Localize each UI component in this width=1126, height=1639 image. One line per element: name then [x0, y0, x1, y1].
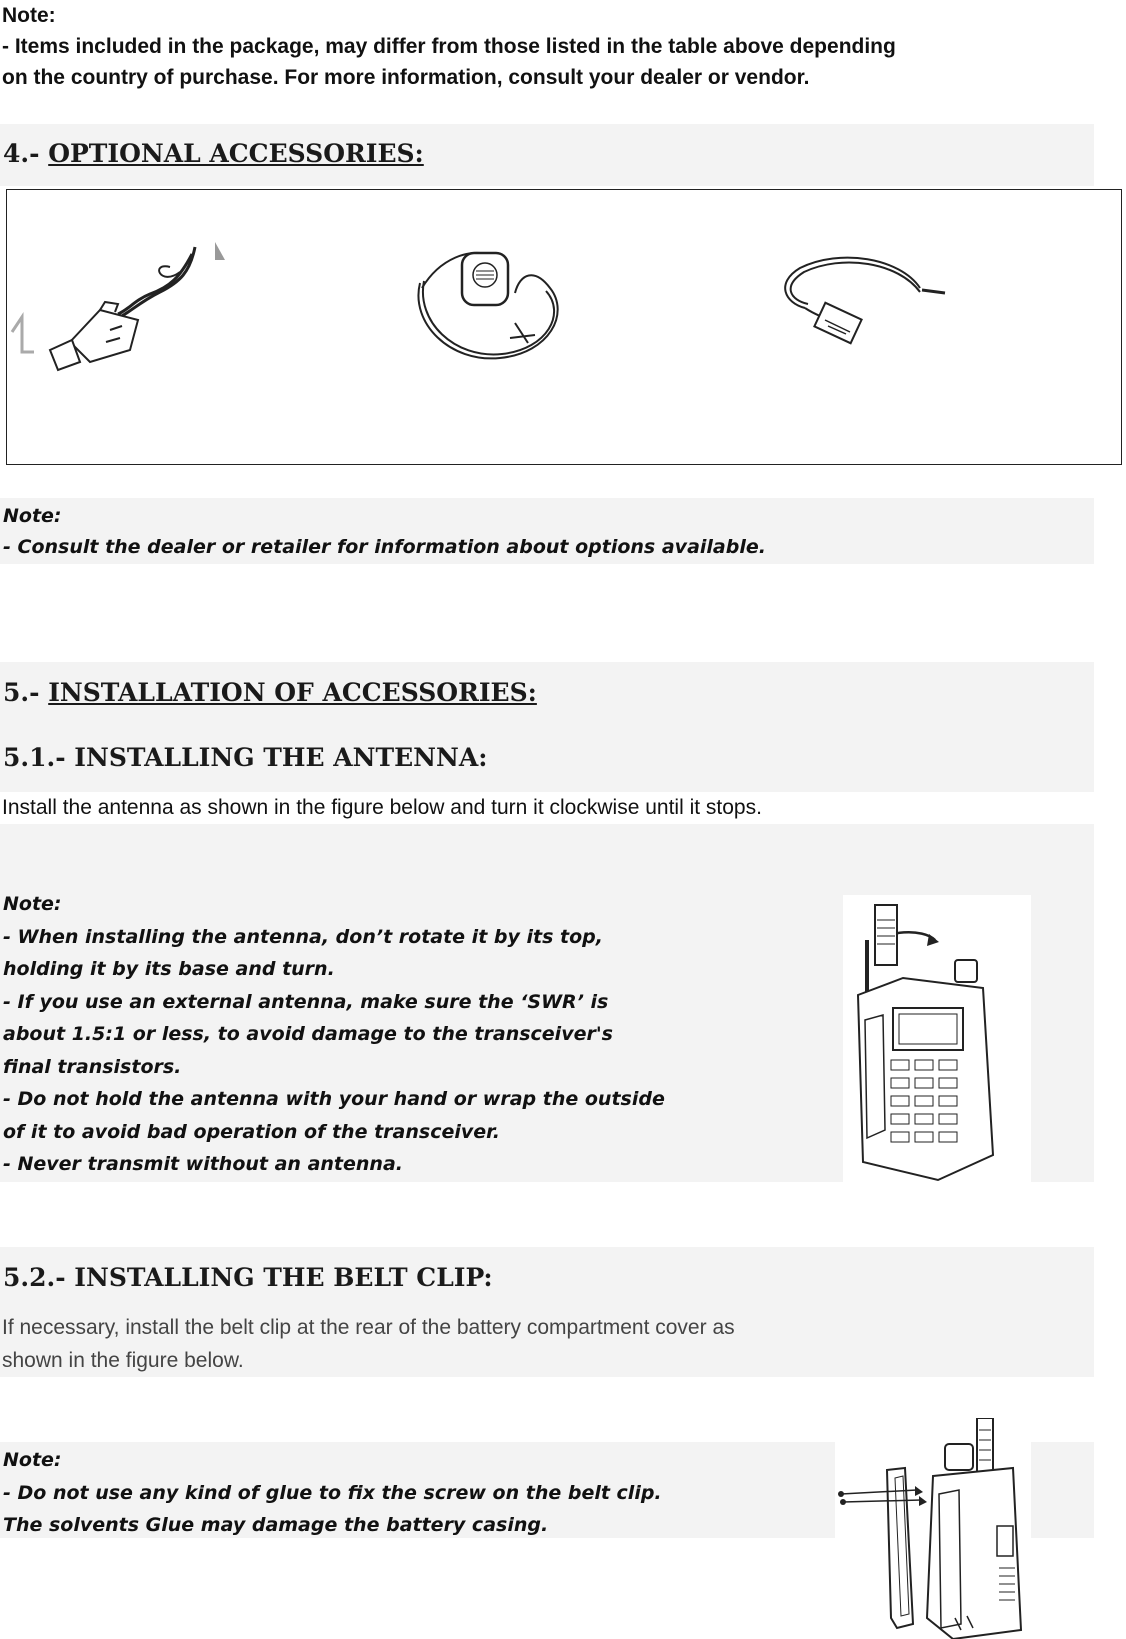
section-5-1-heading	[3, 741, 488, 775]
top-note	[2, 0, 896, 93]
programming-cable-illustration	[780, 248, 950, 368]
section-4-note	[3, 501, 766, 563]
section-5-heading	[3, 676, 537, 710]
section-5-1-title: INSTALLING THE ANTENNA:	[74, 743, 488, 772]
note-line: The solvents Glue may damage the battery casing.	[3, 1514, 549, 1536]
note-title: Note:	[3, 893, 62, 915]
note-line: final transistors.	[3, 1055, 182, 1078]
section-4-number: 4.-	[3, 139, 40, 168]
top-note-line: on the country of purchase. For more information, consult your dealer or vendor.	[2, 66, 810, 89]
note-line: of it to avoid bad operation of the transceiver.	[3, 1120, 501, 1143]
car-charger-illustration	[10, 232, 240, 372]
note-line: - Consult the dealer or retailer for information about options available.	[3, 536, 766, 558]
speaker-microphone-illustration	[410, 243, 585, 373]
text-line: shown in the figure below.	[2, 1349, 244, 1372]
note-line: - Do not hold the antenna with your hand or wrap the outside	[3, 1088, 665, 1110]
section-4-heading	[3, 137, 424, 171]
top-note-line: - Items included in the package, may differ from those listed in the table above depending	[2, 35, 896, 58]
section-5-2-title: INSTALLING THE BELT CLIP:	[74, 1263, 493, 1292]
note-line: - When installing the antenna, don’t rotate it by its top,	[3, 925, 603, 948]
text-line: If necessary, install the belt clip at the rear of the battery compartment cover as	[2, 1316, 735, 1339]
section-5-2-number: 5.2.-	[3, 1263, 66, 1292]
section-5-2-text	[2, 1311, 735, 1377]
section-5-1-text: Install the antenna as shown in the figure below and turn it clockwise until it stops.	[2, 796, 762, 819]
note-line: - Never transmit without an antenna.	[3, 1153, 403, 1175]
note-line: about 1.5:1 or less, to avoid damage to the transceiver's	[3, 1023, 613, 1045]
note-line: - If you use an external antenna, make sure the ‘SWR’ is	[3, 990, 609, 1013]
section-5-1-note	[3, 888, 665, 1181]
top-note-title: Note:	[2, 4, 56, 27]
section-5-2-note	[3, 1444, 662, 1542]
section-5-1-number: 5.1.-	[3, 743, 66, 772]
section-5-number: 5.-	[3, 678, 40, 707]
section-4-title: OPTIONAL ACCESSORIES:	[48, 139, 424, 168]
note-line: - Do not use any kind of glue to fix the screw on the belt clip.	[3, 1481, 662, 1504]
section-5-title: INSTALLATION OF ACCESSORIES:	[48, 678, 537, 707]
antenna-installation-illustration	[843, 900, 1031, 1182]
note-title: Note:	[3, 505, 62, 527]
belt-clip-installation-illustration	[835, 1418, 1031, 1639]
note-line: holding it by its base and turn.	[3, 958, 335, 980]
section-5-2-heading	[3, 1261, 493, 1295]
note-title: Note:	[3, 1449, 62, 1471]
